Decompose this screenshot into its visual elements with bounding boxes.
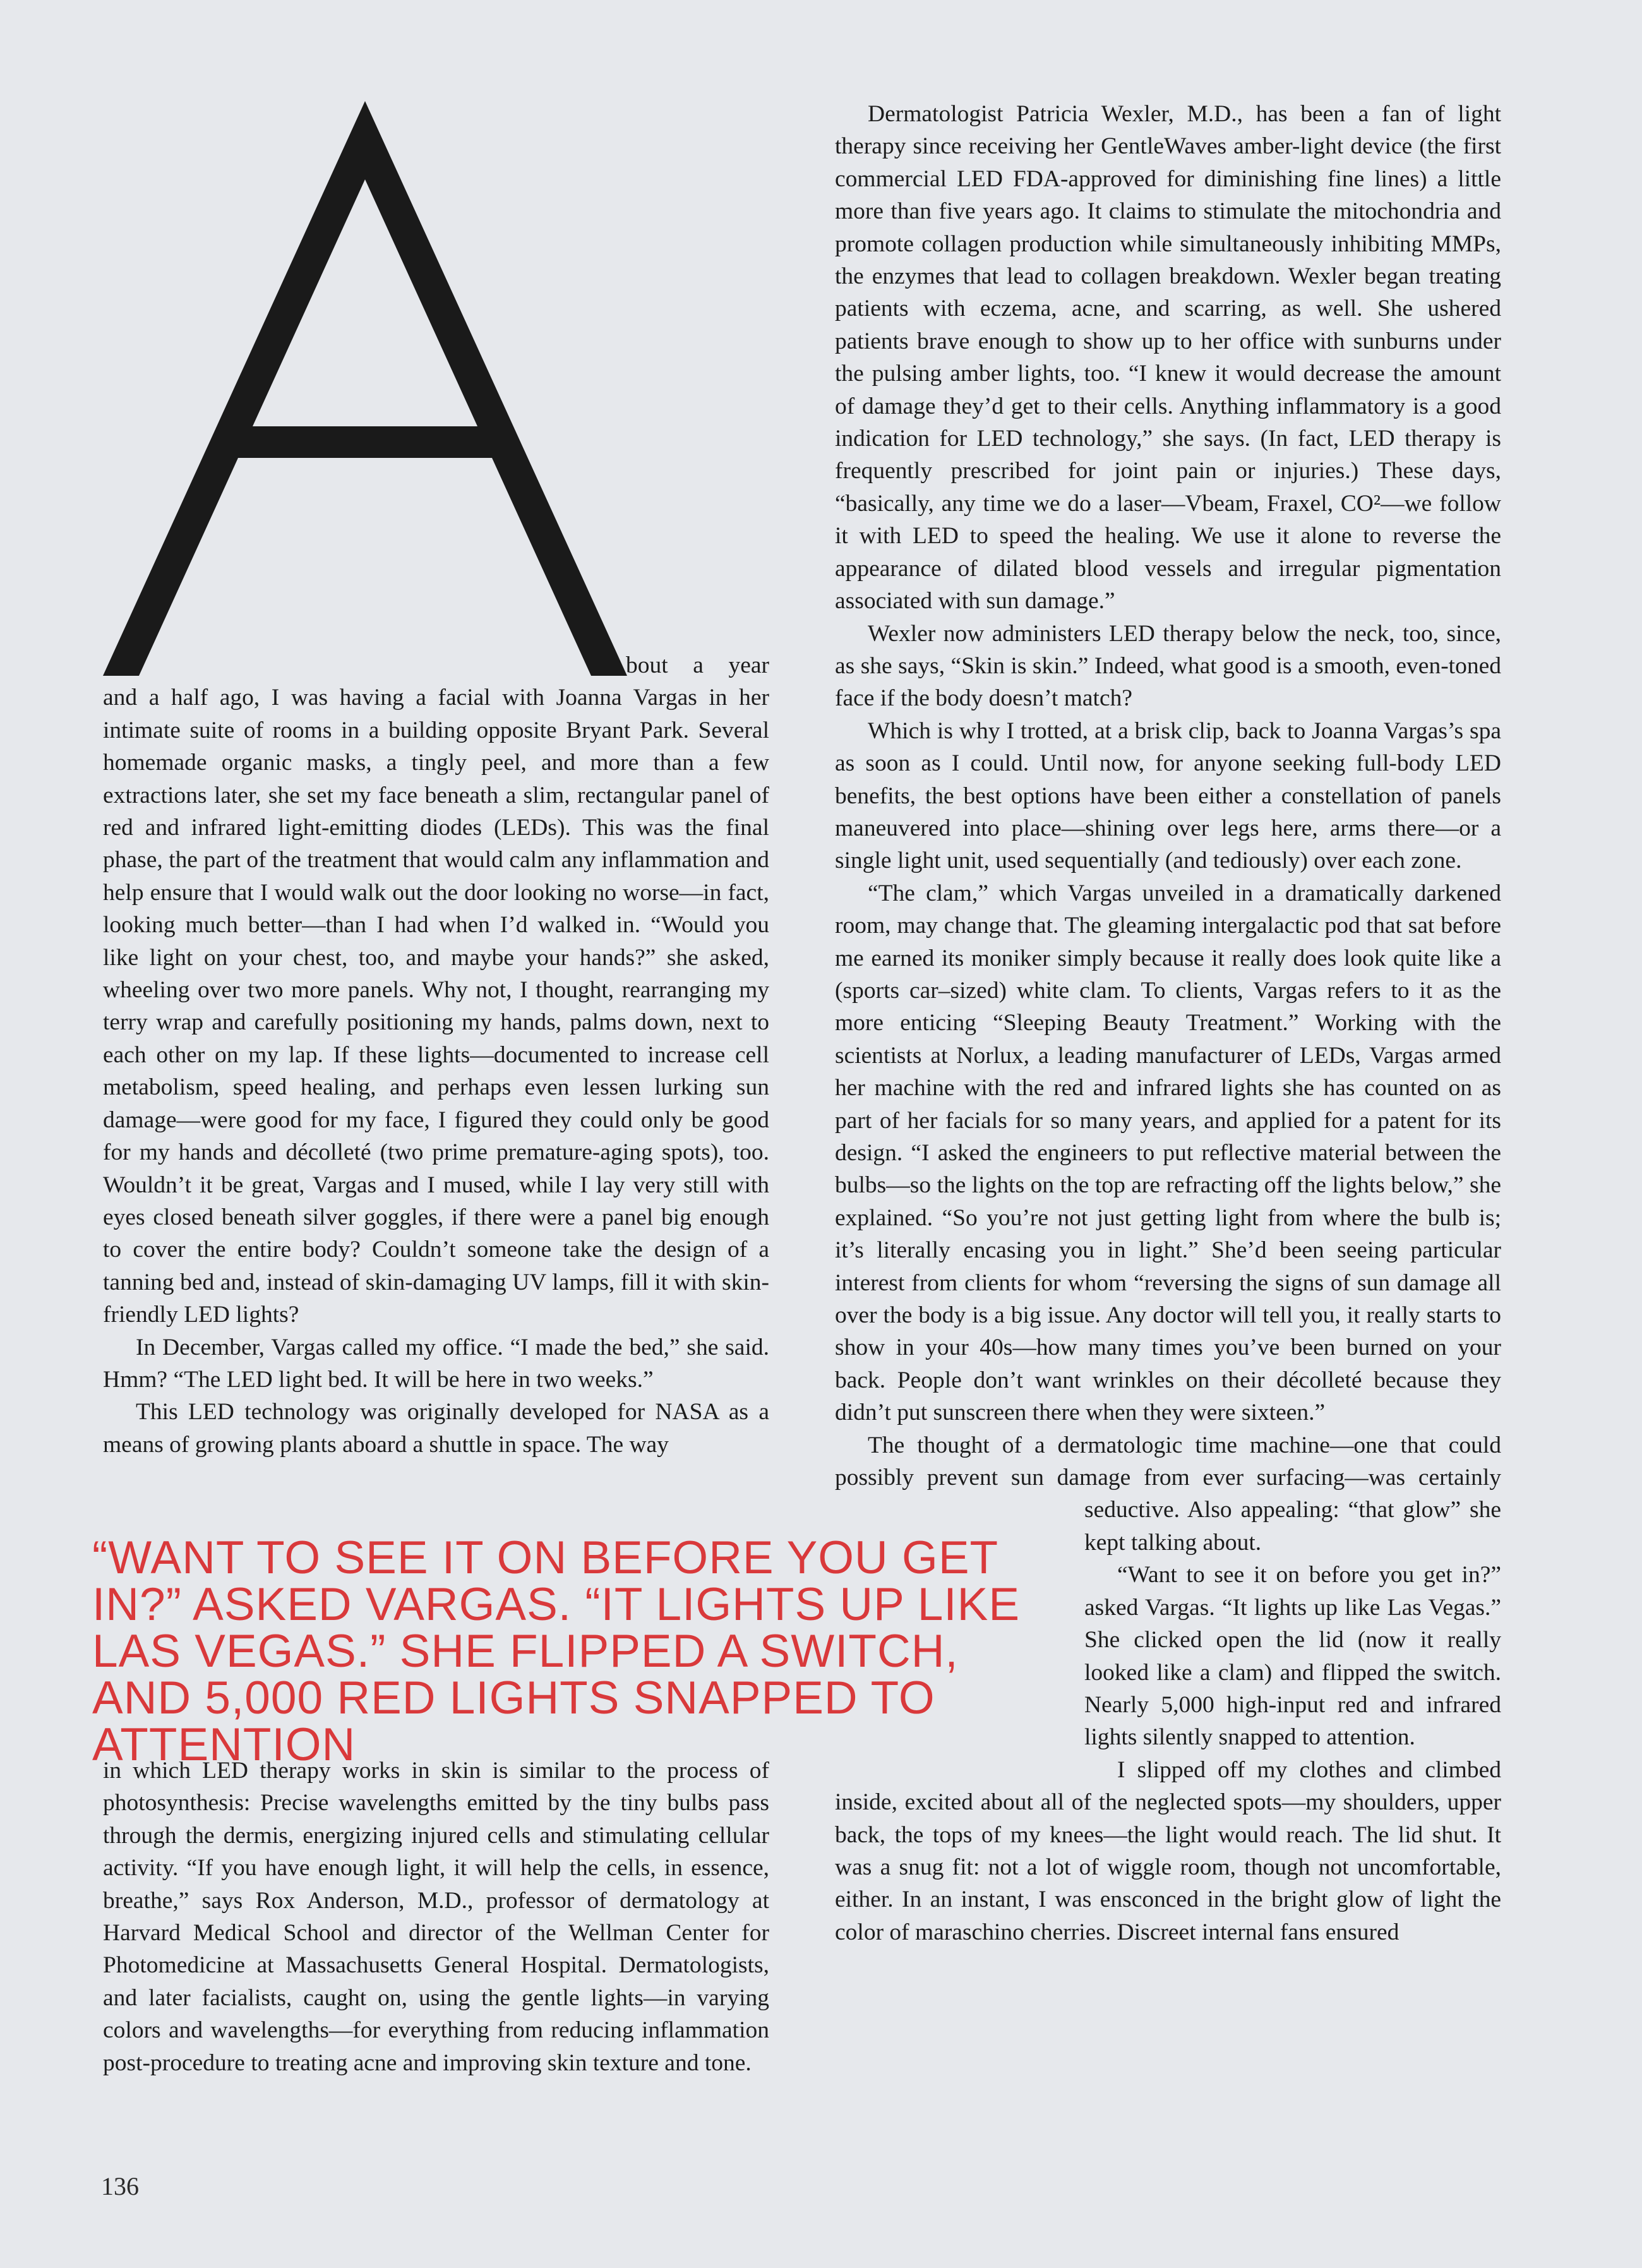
drop-cap-letter-a xyxy=(103,101,627,682)
pull-quote-notch-block xyxy=(835,1500,1084,1760)
paragraph: Wexler now administers LED therapy below the neck, too, since, as she says, “Skin is skin.” Indeed, what good is a smooth, even-toned face if the body doesn’t match? xyxy=(835,620,1501,712)
drop-cap-text: A xyxy=(365,475,370,482)
left-column-bottom xyxy=(103,1755,769,2111)
paragraph: In December, Vargas called my office. “I made the bed,” she said. Hmm? “The LED light bed. It will be here in two weeks.” xyxy=(103,1334,769,1393)
pull-quote: “WANT TO SEE IT ON BEFORE YOU GET IN?” ASKED VARGAS. “IT LIGHTS UP LIKE LAS VEGAS.” SHE FLIPPED A SWITCH, AND 5,000 RED LIGHTS SNAPPED TO ATTENTION xyxy=(92,1532,1021,1770)
paragraph: Which is why I trotted, at a brisk clip, back to Joanna Vargas’s spa as soon as I could. Until now, for anyone seeking full-body LED benefits, the best options have been either a constellation of panels maneuvered into place—shining over legs here, arms there—or a single light unit, used sequentially (and tediously) over each zone. xyxy=(835,717,1501,874)
left-column-top xyxy=(103,649,769,1496)
paragraph: “Want to see it on before you get in?” asked Vargas. “It lights up like Las Vegas.” She clicked open the lid (now it really looked like a clam) and flipped the switch. Nearly 5,000 high-input red and infrared lights silently snapped to attention. xyxy=(1084,1562,1501,1751)
paragraph: “The clam,” which Vargas unveiled in a dramatically darkened room, may change that. The gleaming intergalactic pod that sat before me earned its moniker simply because it really does look quite like a (sports car–sized) white clam. To clients, Vargas refers to it as the more enticing “Sleeping Beauty Treatment.” Working with the scientists at Norlux, a leading manufacturer of LEDs, Vargas armed her machine with the red and infrared lights she has counted on as part of her facials for so many years, and applied for a patent for its design. “I asked the engineers to put reflective material between the bulbs—so the lights on the top are refracting off the lights below,” she explained. “So you’re not just getting light from where the bulb is; it’s literally encasing you in light.” She’d been seeing particular interest from clients for whom “reversing the signs of sun damage all over the body is a big issue. Any doctor will tell you, it really starts to show in your 40s—how many times you’ve been burned on your back. People don’t want wrinkles on their décolleté because they didn’t put sunscreen there when they were sixteen.” xyxy=(835,880,1501,1426)
drop-cap-continuation: bout a year and a half ago, I was having a facial with Joanna Vargas in her intimate suite of rooms in a building opposite Bryant Park. Several homemade organic masks, a tingly peel, and more than a few extractions later, she set my face beneath a slim, rectangular panel of red and infrared light-emitting diodes (LEDs). This was the final phase, the part of the treatment that would calm any inflammation and help ensure that I would walk out the door looking no worse—in fact, looking much better—than I had when I’d walked in. “Would you like light on your chest, too, and maybe your hands?” she asked, wheeling over two more panels. Why not, I thought, rearranging my terry wrap and carefully positioning my hands, palms down, next to each other on my lap. If these lights—documented to increase cell metabolism, speed healing, and perhaps even lessen lurking sun damage—were good for my face, I figured they could only be good for my hands and décolleté (two prime premature-aging spots), too. Wouldn’t it be great, Vargas and I mused, while I lay very still with eyes closed beneath silver goggles, if there were a panel big enough to cover the entire body? Couldn’t someone take the design of a tanning bed and, instead of skin-damaging UV lamps, fill it with skin-friendly LED lights? xyxy=(103,652,769,1328)
paragraph: in which LED therapy works in skin is similar to the process of photosynthesis: Precise wavelengths emitted by the tiny bulbs pass through the dermis, energizing injured cells and stimulating cellular activity. “If you have enough light, it will help the cells, in essence, breathe,” says Rox Anderson, M.D., professor of dermatology at Harvard Medical School and director of the Wellman Center for Photomedicine at Massachusetts General Hospital. Dermatologists, and later facialists, caught on, using the gentle lights—in varying colors and wavelengths—for everything from reducing inflammation post-procedure to treating acne and improving skin texture and tone. xyxy=(103,1758,769,2076)
paragraph: The thought of a dermatologic time machine—one that could possibly prevent sun damage from ever surfacing—was certainly seductive. Also appealing: “that glow” she kept talking about. xyxy=(835,1432,1501,1556)
paragraph: I slipped off my clothes and climbed inside, excited about all of the neglected spots—my shoulders, upper back, the tops of my knees—the light would reach. The lid shut. It was a snug fit: not a lot of wiggle room, though not uncomfortable, either. In an instant, I was ensconced in the bright glow of light the color of maraschino cherries. Discreet internal fans ensured xyxy=(835,1756,1501,1945)
page-number: 136 xyxy=(101,2172,139,2200)
drop-cap xyxy=(103,101,627,682)
right-column xyxy=(835,98,1501,2113)
paragraph: Dermatologist Patricia Wexler, M.D., has been a fan of light therapy since receiving her GentleWaves amber-light device (the first commercial LED FDA-approved for diminishing fine lines) a little more than five years ago. It claims to stimulate the mitochondria and promote collagen production while simultaneously inhibiting MMPs, the enzymes that lead to collagen breakdown. Wexler began treating patients with eczema, acne, and scarring, as well. She ushered patients brave enough to show up to her office with sunburns under the pulsing amber lights, too. “I knew it would decrease the amount of damage they’d get to their cells. Anything inflammatory is a good indication for LED technology,” she says. (In fact, LED therapy is frequently prescribed for joint pain or injuries.) These days, “basically, any time we do a laser—Vbeam, Fraxel, CO²—we follow it with LED to speed the healing. We use it alone to reverse the appearance of dilated blood vessels and irregular pigmentation associated with sun damage.” xyxy=(835,101,1501,615)
paragraph: This LED technology was originally developed for NASA as a means of growing plants aboard a shuttle in space. The way xyxy=(103,1399,769,1458)
paragraph xyxy=(103,649,769,1331)
